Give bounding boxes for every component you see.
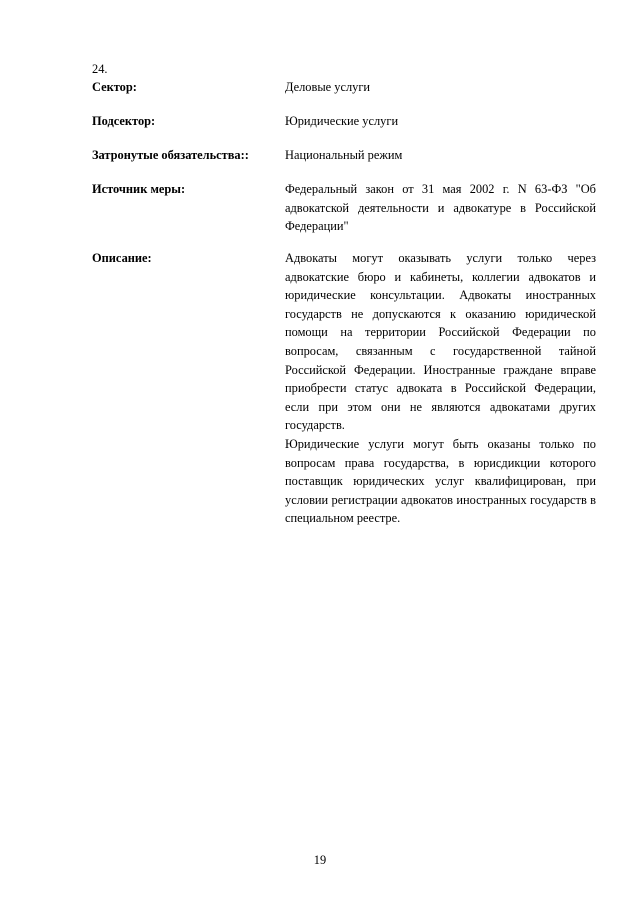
source-value: Федеральный закон от 31 мая 2002 г. N 63-ФЗ "Об адвокатской деятельности и адвокатуре в Российской Федерации": [285, 182, 596, 234]
obligations-value: Национальный режим: [285, 148, 403, 162]
description-paragraph: Адвокаты могут оказывать услуги только через адвокатские бюро и кабинеты, коллегии адвокатов и юридические консультации. Адвокаты иностранных государств не допускаются к оказанию юридической помощи на территории Российской Федерации по вопросам, связанным с государственной тайной Российской Федерации. Иностранные граждане вправе приобрести статус адвоката в Российской Федерации, если при этом они не являются адвокатами других государств.: [285, 251, 596, 433]
page-number: 19: [313, 853, 327, 867]
sector-label: Сектор:: [92, 80, 137, 94]
entry-number: 24.: [92, 62, 108, 76]
obligations-label: Затронутые обязательства::: [92, 148, 249, 162]
description-paragraph: Юридические услуги могут быть оказаны только по вопросам права государства, в юрисдикции которого поставщик юридических услуг квалифицирован, при условии регистрации адвокатов иностранных государств в специальном реестре.: [285, 436, 596, 526]
source-label: Источник меры:: [92, 182, 186, 196]
subsector-value: Юридические услуги: [285, 114, 399, 128]
sector-value: Деловые услуги: [285, 80, 371, 94]
description-value: [285, 249, 596, 528]
subsector-label: Подсектор:: [92, 114, 156, 128]
description-label: Описание:: [92, 251, 152, 265]
